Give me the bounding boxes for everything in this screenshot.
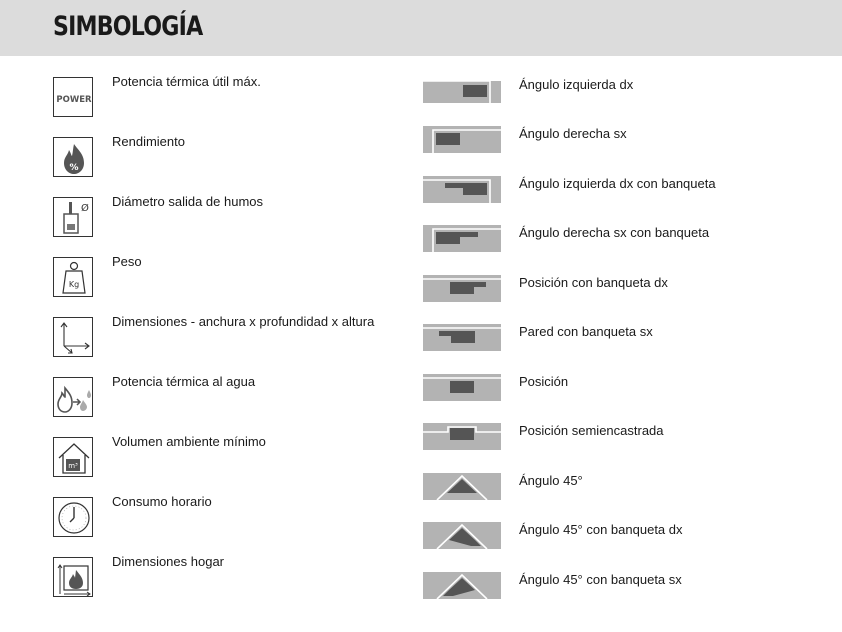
legend-label: Ángulo izquierda dx bbox=[519, 77, 634, 92]
legend-label: Potencia térmica al agua bbox=[112, 374, 256, 389]
legend-label: Dimensiones - anchura x profundidad x altura bbox=[112, 314, 375, 329]
angle-45-bench-sx-icon bbox=[423, 572, 501, 599]
legend-label: Rendimiento bbox=[112, 134, 185, 149]
legend-label: Ángulo izquierda dx con banqueta bbox=[519, 176, 716, 191]
flame-to-water-icon bbox=[53, 377, 93, 417]
legend-label: Volumen ambiente mínimo bbox=[112, 434, 266, 449]
position-icon bbox=[423, 374, 501, 401]
page-title: SIMBOLOGÍA bbox=[53, 11, 203, 42]
corner-right-sx-icon bbox=[423, 126, 501, 153]
position-bench-dx-icon bbox=[423, 275, 501, 302]
angle-45-bench-dx-icon bbox=[423, 522, 501, 549]
legend-label: Posición con banqueta dx bbox=[519, 275, 668, 290]
corner-left-dx-bench-icon bbox=[423, 176, 501, 203]
m3-icon-text: m³ bbox=[68, 462, 78, 470]
semi-recessed-icon bbox=[423, 423, 501, 450]
power-icon bbox=[53, 77, 93, 117]
legend-label: Posición bbox=[519, 374, 569, 389]
firebox-dimensions-icon bbox=[53, 557, 93, 597]
legend-label: Dimensiones hogar bbox=[112, 554, 225, 569]
diameter-icon-text: Ø bbox=[81, 203, 89, 214]
percent-icon-text: % bbox=[69, 163, 79, 173]
kg-icon-text: Kg bbox=[68, 280, 80, 289]
angle-45-icon bbox=[423, 473, 501, 500]
legend-label: Ángulo 45° bbox=[519, 473, 583, 488]
legend-label: Ángulo derecha sx con banqueta bbox=[519, 225, 710, 240]
legend-label: Pared con banqueta sx bbox=[519, 324, 653, 339]
weight-icon bbox=[53, 257, 93, 297]
legend-label: Ángulo 45° con banqueta dx bbox=[519, 522, 683, 537]
legend-label: Diámetro salida de humos bbox=[112, 194, 264, 209]
legend-label: Posición semiencastrada bbox=[519, 423, 664, 438]
wall-bench-sx-icon bbox=[423, 324, 501, 351]
house-volume-icon bbox=[53, 437, 93, 477]
corner-right-sx-bench-icon bbox=[423, 225, 501, 252]
legend-label: Ángulo derecha sx bbox=[519, 126, 627, 141]
clock-icon bbox=[53, 497, 93, 537]
legend-label: Peso bbox=[112, 254, 142, 269]
legend-label: Ángulo 45° con banqueta sx bbox=[519, 572, 682, 587]
flue-diameter-icon bbox=[53, 197, 93, 237]
flame-percent-icon bbox=[53, 137, 93, 177]
power-icon-text: POWER bbox=[56, 95, 92, 105]
corner-left-dx-icon bbox=[423, 77, 501, 104]
legend-label: Potencia térmica útil máx. bbox=[112, 74, 261, 89]
dimensions-axes-icon bbox=[53, 317, 93, 357]
legend-label: Consumo horario bbox=[112, 494, 212, 509]
page-header bbox=[0, 0, 842, 56]
